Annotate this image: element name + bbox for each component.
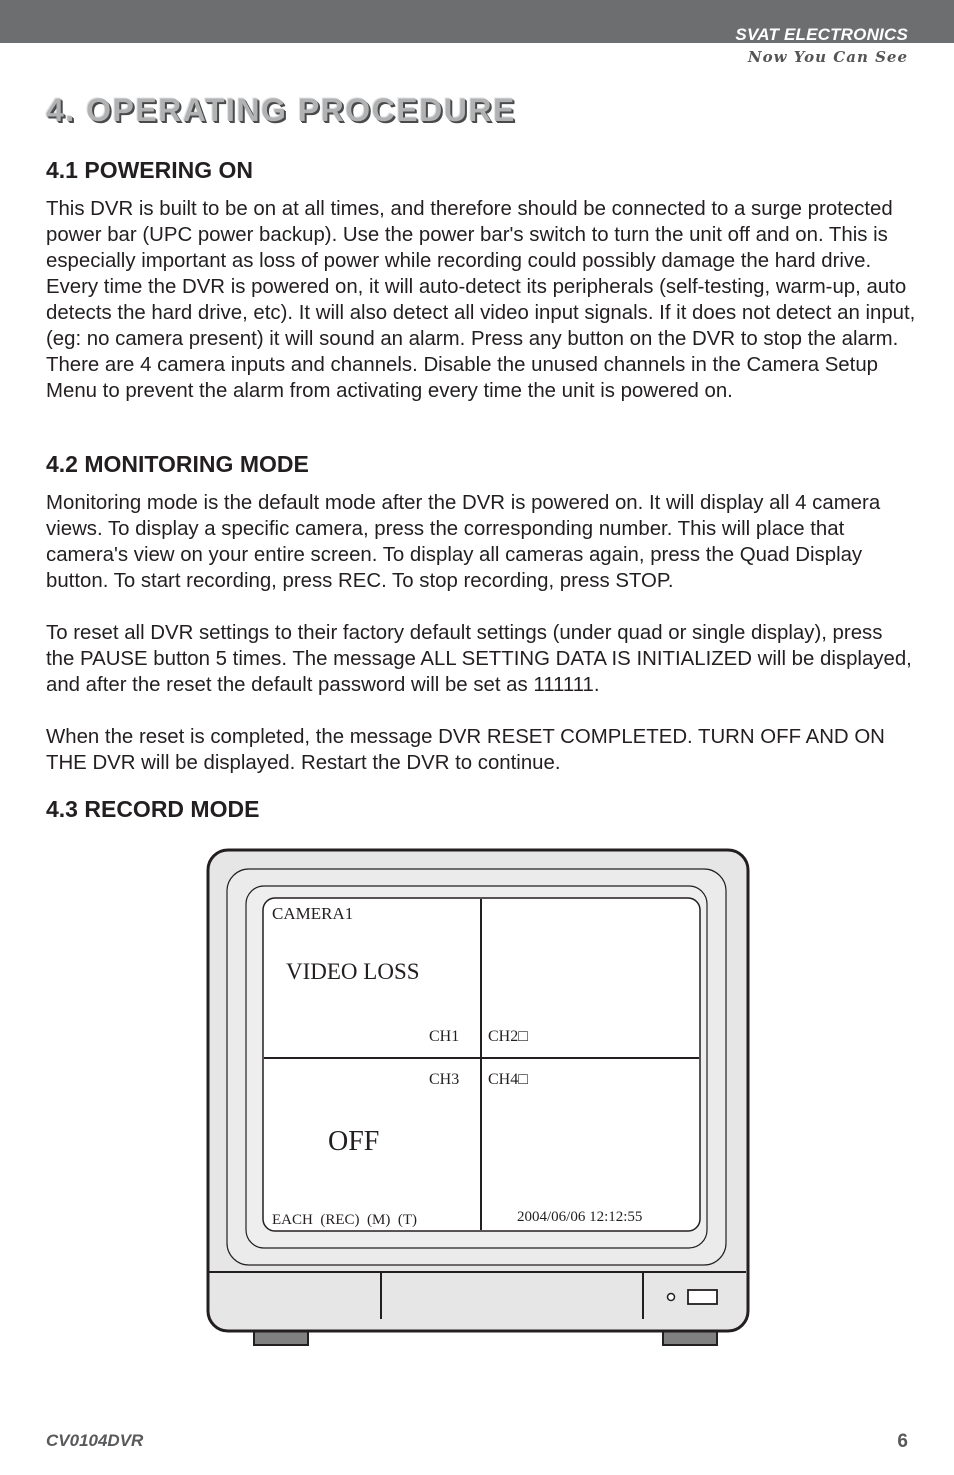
record-mode-status: EACH (REC) (M) (T) — [272, 1212, 417, 1228]
off-message: OFF — [328, 1126, 380, 1157]
section-powering-on — [46, 157, 916, 404]
section-paragraph: To reset all DVR settings to their factory default settings (under quad or single display), press the PAUSE button 5 times. The message ALL SETTING DATA IS INITIALIZED will be displayed, and after the reset the default password will be set as 111111. — [46, 622, 912, 696]
section-paragraph: When the reset is completed, the message DVR RESET COMPLETED. TURN OFF AND ON THE DVR will be displayed. Restart the DVR to continue. — [46, 726, 885, 774]
camera-label: CAMERA1 — [272, 904, 354, 923]
channel-label-ch4: CH4□ — [488, 1071, 528, 1088]
channel-label-ch3: CH3 — [429, 1071, 460, 1088]
date-time-stamp: 2004/06/06 12:12:55 — [517, 1209, 643, 1225]
model-number: CV0104DVR — [46, 1431, 144, 1450]
section-paragraph: Monitoring mode is the default mode after the DVR is powered on. It will display all 4 camera views. To display a specific camera, press the corresponding number. This will place that camera's view on your entire screen. To display all cameras again, press the Quad Display button. To start recording, press REC. To stop recording, press STOP. — [46, 492, 881, 592]
monitor-illustration — [206, 848, 751, 1348]
section-record-mode — [46, 796, 916, 823]
video-loss-message: VIDEO LOSS — [286, 959, 420, 984]
brand-tagline: Now You Can See — [747, 48, 908, 66]
section-paragraph: This DVR is built to be on at all times, and therefore should be connected to a surge protected power bar (UPC power backup). Use the power bar's switch to turn the unit off and on. This is especially important as loss of power while recording could possibly damage the hard drive. Every time the DVR is powered on, it will auto-detect its peripherals (self-testing, warm-up, auto detects the hard drive, etc). It will also detect all video input signals. If it does not detect an input, (eg: no camera present) it will sound an alarm. Press any button on the DVR to stop the alarm. There are 4 camera inputs and channels. Disable the unused channels in the Camera Setup Menu to prevent the alarm from activating every time the unit is powered on. — [46, 198, 916, 402]
monitor-drawing — [206, 848, 751, 1348]
section-heading: 4.1 POWERING ON — [46, 157, 254, 183]
power-button-icon — [688, 1290, 717, 1304]
page-title: 4. OPERATING PROCEDURE — [46, 92, 516, 128]
brand-name: SVAT ELECTRONICS — [735, 25, 908, 44]
section-heading: 4.2 MONITORING MODE — [46, 451, 309, 477]
section-heading: 4.3 RECORD MODE — [46, 796, 260, 822]
page-number: 6 — [897, 1431, 908, 1452]
section-monitoring-mode — [46, 451, 916, 776]
channel-label-ch2: CH2□ — [488, 1028, 528, 1045]
power-led-icon — [668, 1294, 675, 1301]
channel-label-ch1: CH1 — [429, 1028, 460, 1045]
